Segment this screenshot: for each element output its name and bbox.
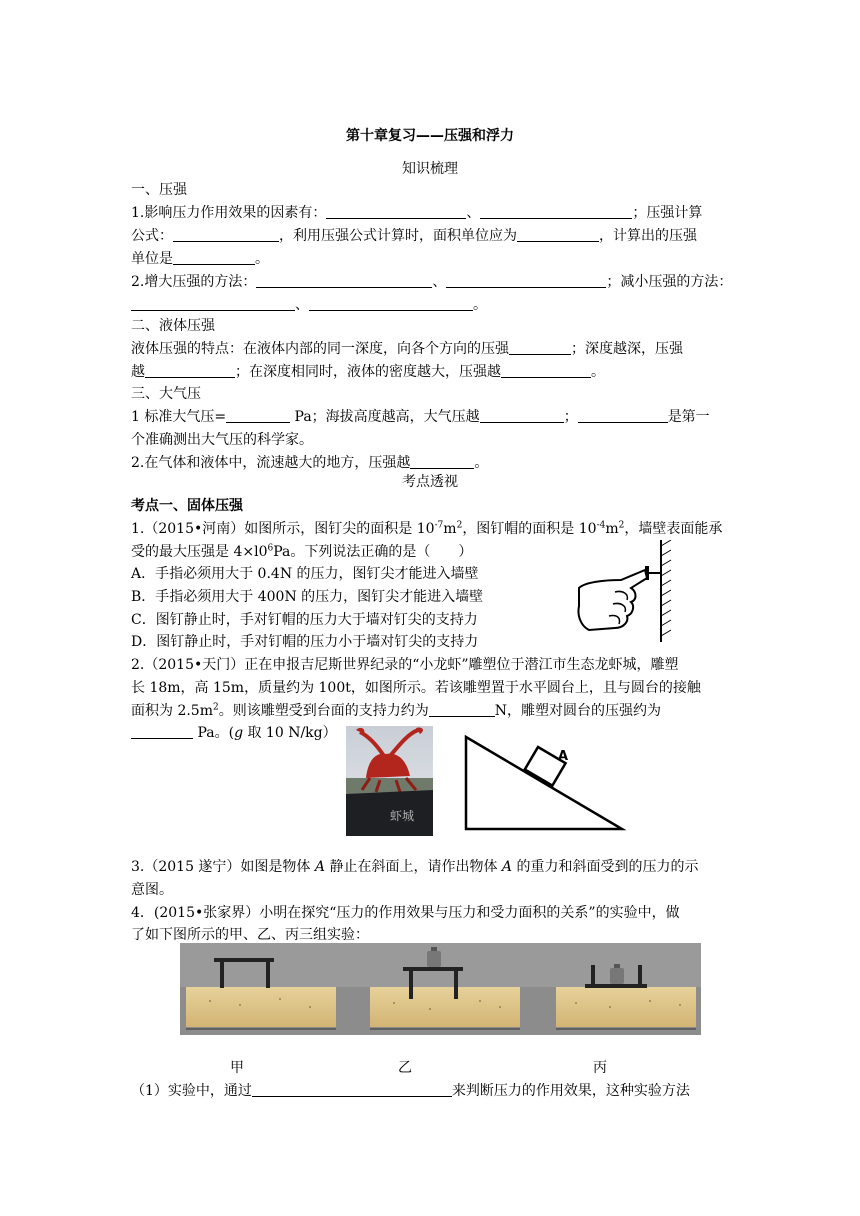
q2-line2: 长 18m，高 15m，质量约为 100t，如图所示。若该雕塑置于水平圆台上，且与圆台的接触	[131, 680, 701, 696]
s1-line1: 1.影响压力作用效果的因素有： 、 ；压强计算	[131, 205, 703, 221]
q1-option-b: B．手指必须用大于 400N 的压力，图钉尖才能进入墙壁	[131, 589, 484, 605]
q2-line1: 2.（2015•天门）正在申报吉尼斯世界纪录的“小龙虾”雕塑位于潜江市生态龙虾城，雕塑	[131, 657, 679, 673]
caption-yi: 乙	[398, 1060, 412, 1076]
incline-block-figure	[462, 733, 632, 833]
s3-line3: 2.在气体和液体中，流速越大的地方，压强越 。	[131, 455, 489, 471]
s2-line1: 液体压强的特点：在液体内部的同一深度，向各个方向的压强 ；深度越深，压强	[131, 341, 683, 357]
blank[interactable]	[501, 363, 591, 378]
q2-line4: Pa。(g 取 10 N/kg）	[131, 723, 337, 743]
q1-option-d: D．图钉静止时，手对钉帽的压力小于墙对钉尖的支持力	[131, 634, 479, 650]
blank[interactable]	[509, 340, 571, 355]
s1-line5: 、 。	[131, 295, 487, 315]
blank[interactable]	[517, 227, 599, 242]
blank[interactable]	[173, 227, 279, 242]
q3-line1: 3.（2015 遂宁）如图是物体 A 静止在斜面上，请作出物体 A 的重力和斜面受到的压力的示	[131, 859, 699, 875]
blank[interactable]	[252, 1082, 452, 1097]
caption-jia: 甲	[230, 1060, 244, 1076]
blank[interactable]	[145, 363, 235, 378]
section-knowledge-heading: 知识梳理	[402, 161, 458, 177]
caption-bing: 丙	[593, 1060, 607, 1076]
kp1-heading: 考点一、固体压强	[131, 498, 243, 514]
blank[interactable]	[578, 408, 668, 423]
s1-line2: 公式： ，利用压强公式计算时，面积单位应为 ，计算出的压强	[131, 228, 697, 244]
q1-line2: 受的最大压强是 $4\times l0^6Pa$。下列说法正确的是（ ）	[131, 543, 473, 560]
blank[interactable]	[309, 296, 473, 311]
blank[interactable]	[429, 702, 495, 717]
blank[interactable]	[446, 273, 606, 288]
blank[interactable]	[173, 250, 255, 265]
s3-heading: 三、大气压	[131, 386, 201, 402]
q4-line2: 了如下图所示的甲、乙、丙三组实验：	[131, 927, 369, 943]
s3-line2: 个准确测出大气压的科学家。	[131, 432, 313, 448]
blank[interactable]	[326, 204, 466, 219]
block-a-label: A	[558, 749, 569, 764]
q1-option-c: C．图钉静止时，手对钉帽的压力大于墙对钉尖的支持力	[131, 612, 478, 628]
crayfish-sculpture-photo	[346, 726, 433, 836]
q2-line3: 面积为 $2.5m^2$。则该雕塑受到台面的支持力约为 N，雕塑对圆台的压强约为	[131, 702, 661, 719]
q4-line1: 4．(2015•张家界）小明在探究“压力的作用效果与压力和受力面积的关系”的实验中，做	[131, 905, 680, 921]
photo-sign-text: 虾城	[390, 809, 415, 823]
blank[interactable]	[131, 724, 193, 739]
page-title: 第十章复习——压强和浮力	[346, 128, 514, 144]
sand-experiment-figure	[180, 943, 701, 1035]
blank[interactable]	[480, 408, 564, 423]
s1-heading: 一、压强	[131, 182, 187, 198]
blank[interactable]	[410, 454, 474, 469]
section-exam-heading: 考点透视	[402, 474, 458, 490]
thumbtack-figure	[575, 540, 685, 642]
blank[interactable]	[256, 273, 432, 288]
blank[interactable]	[480, 204, 632, 219]
blank[interactable]	[131, 296, 295, 311]
s2-heading: 二、液体压强	[131, 318, 215, 334]
q1-line1: 1.（2015•河南）如图所示，图钉尖的面积是 $10^{-7}m^2$，图钉帽的面积是 $10^{-4}m^2$，墙壁表面能承	[131, 520, 723, 537]
q4-line3: （1）实验中，通过 来判断压力的作用效果，这种实验方法	[131, 1083, 690, 1099]
s1-line4: 2.增大压强的方法： 、 ；减小压强的方法：	[131, 274, 733, 290]
s2-line2: 越 ；在深度相同时，液体的密度越大，压强越 。	[131, 364, 605, 380]
s3-line1: 1 标准大气压= Pa；海拔高度越高，大气压越 ； 是第一	[131, 409, 710, 425]
q3-line2: 意图。	[131, 882, 173, 898]
q1-option-a: A．手指必须用大于 0.4N 的压力，图钉尖才能进入墙壁	[131, 566, 479, 582]
s1-line3: 单位是 。	[131, 251, 269, 267]
blank[interactable]	[226, 408, 290, 423]
